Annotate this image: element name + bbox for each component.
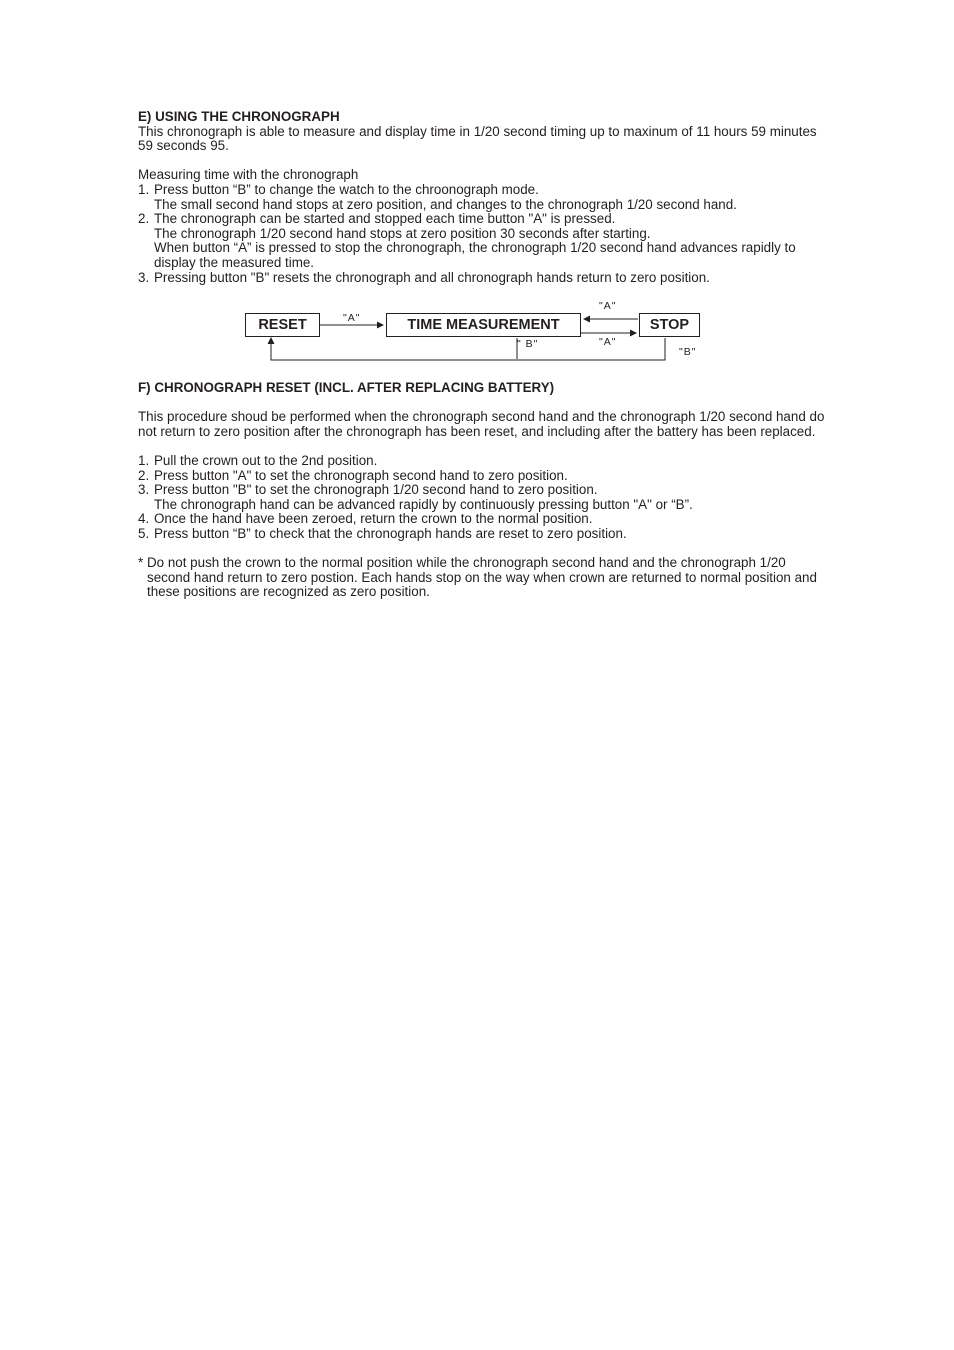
step-detail: The chronograph hand can be advanced rapidly by continuously pressing button "A" or “B”. xyxy=(154,496,693,512)
step-number: 1. xyxy=(138,181,150,197)
label-a-bottom: "A" xyxy=(599,336,617,348)
step-number: 3. xyxy=(138,482,150,498)
list-item xyxy=(138,483,828,512)
label-b-mid: " B" xyxy=(517,338,539,350)
list-item xyxy=(138,212,828,270)
step-number: 2. xyxy=(138,211,150,227)
step-text: Once the hand have been zeroed, return the crown to the normal position. xyxy=(154,511,593,527)
list-item xyxy=(138,512,828,527)
list-item xyxy=(138,454,828,469)
label-a-top: "A" xyxy=(599,300,617,312)
label-b-right: "B" xyxy=(679,346,697,358)
step-text: Press button “B” to check that the chronograph hands are reset to zero position. xyxy=(154,526,627,542)
step-text: Press button “B” to change the watch to the chroonograph mode. xyxy=(154,181,539,197)
step-detail: The chronograph 1/20 second hand stops at zero position 30 seconds after starting. xyxy=(154,225,651,241)
step-text: Press button "B" to set the chronograph 1/20 second hand to zero position. xyxy=(154,482,598,498)
step-text: The chronograph can be started and stopped each time button "A" is pressed. xyxy=(154,211,616,227)
list-item xyxy=(138,183,828,212)
step-number: 4. xyxy=(138,511,150,527)
time-measurement-box: TIME MEASUREMENT xyxy=(386,313,581,337)
list-item xyxy=(138,469,828,484)
section-e-intro: This chronograph is able to measure and display time in 1/20 second timing up to maxinum of 11 hours 59 minutes 59 seconds 95. xyxy=(138,123,817,154)
step-text: Press button "A" to set the chronograph second hand to zero position. xyxy=(154,467,568,483)
section-f-intro: This procedure shoud be performed when the chronograph second hand and the chronograph 1/20 second hand do not return to zero position after the chronograph has been reset, and including after the battery has been replaced. xyxy=(138,409,825,439)
measuring-heading: Measuring time with the chronograph xyxy=(138,167,359,183)
reset-box: RESET xyxy=(245,313,320,337)
list-item xyxy=(138,527,828,542)
step-number: 5. xyxy=(138,526,150,542)
step-text: Pull the crown out to the 2nd position. xyxy=(154,453,378,469)
note-text: Do not push the crown to the normal position while the chronograph second hand and the chronograph 1/20 second hand return to zero postion. Each hands stop on the way when crown are returned to normal position and these positions are recognized as zero position. xyxy=(147,555,817,600)
step-text: Pressing button "B" resets the chronograph and all chronograph hands return to zero position. xyxy=(154,269,710,285)
chronograph-flow-diagram xyxy=(244,300,704,364)
step-number: 2. xyxy=(138,467,150,483)
measuring-steps xyxy=(138,183,828,285)
stop-box: STOP xyxy=(639,313,700,337)
section-e-title: E) USING THE CHRONOGRAPH xyxy=(138,109,340,124)
note xyxy=(138,556,828,600)
list-item xyxy=(138,271,828,286)
note-marker: * xyxy=(138,555,144,571)
step-number: 1. xyxy=(138,453,150,469)
step-detail: When button “A” is pressed to stop the chronograph, the chronograph 1/20 second hand advances rapidly to display the measured time. xyxy=(154,240,796,270)
step-number: 3. xyxy=(138,269,150,285)
reset-steps xyxy=(138,454,828,542)
label-a-reset: "A" xyxy=(343,312,361,324)
step-detail: The small second hand stops at zero position, and changes to the chronograph 1/20 second hand. xyxy=(154,196,737,212)
section-f-title: F) CHRONOGRAPH RESET (INCL. AFTER REPLACING BATTERY) xyxy=(138,380,555,396)
